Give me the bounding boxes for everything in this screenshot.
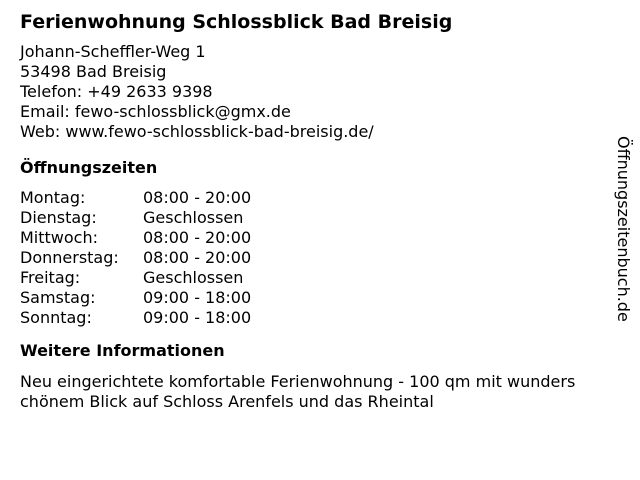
- more-info-text: [20, 372, 620, 412]
- email-address: Email: fewo-schlossblick@gmx.de: [20, 102, 291, 121]
- hours-time: 08:00 - 20:00: [143, 248, 252, 267]
- hours-day: Montag:: [20, 188, 86, 207]
- opening-hours-table: [20, 188, 620, 328]
- hours-row-thursday: [20, 248, 620, 268]
- hours-time: Geschlossen: [143, 268, 244, 287]
- site-watermark: Öffnungszeitenbuch.de: [614, 136, 633, 322]
- hours-time: Geschlossen: [143, 208, 244, 227]
- hours-time: 09:00 - 18:00: [143, 308, 252, 327]
- hours-row-friday: [20, 268, 620, 288]
- more-info-heading: Weitere Informationen: [20, 341, 225, 360]
- city-address: 53498 Bad Breisig: [20, 62, 167, 81]
- website-label: Web:: [20, 122, 66, 141]
- more-info-line-2: chönem Blick auf Schloss Arenfels und das Rheintal: [20, 392, 434, 411]
- hours-row-monday: [20, 188, 620, 208]
- website-link[interactable]: www.fewo-schlossblick-bad-breisig.de/: [65, 122, 374, 141]
- phone-number: Telefon: +49 2633 9398: [20, 82, 213, 101]
- hours-day: Freitag:: [20, 268, 81, 287]
- more-info-line-1: Neu eingerichtete komfortable Ferienwohnung - 100 qm mit wunders: [20, 372, 576, 391]
- opening-hours-heading: Öffnungszeiten: [20, 158, 158, 177]
- hours-day: Sonntag:: [20, 308, 92, 327]
- hours-time: 08:00 - 20:00: [143, 228, 252, 247]
- hours-day: Donnerstag:: [20, 248, 119, 267]
- website-line: [20, 122, 620, 142]
- street-address: Johann-Scheffler-Weg 1: [20, 42, 206, 61]
- hours-day: Samstag:: [20, 288, 96, 307]
- contact-block: [20, 42, 620, 142]
- hours-time: 08:00 - 20:00: [143, 188, 252, 207]
- hours-time: 09:00 - 18:00: [143, 288, 252, 307]
- hours-day: Dienstag:: [20, 208, 97, 227]
- hours-row-saturday: [20, 288, 620, 308]
- business-card: [20, 10, 620, 412]
- hours-row-wednesday: [20, 228, 620, 248]
- hours-row-tuesday: [20, 208, 620, 228]
- hours-day: Mittwoch:: [20, 228, 98, 247]
- hours-row-sunday: [20, 308, 620, 328]
- business-title: Ferienwohnung Schlossblick Bad Breisig: [20, 11, 453, 33]
